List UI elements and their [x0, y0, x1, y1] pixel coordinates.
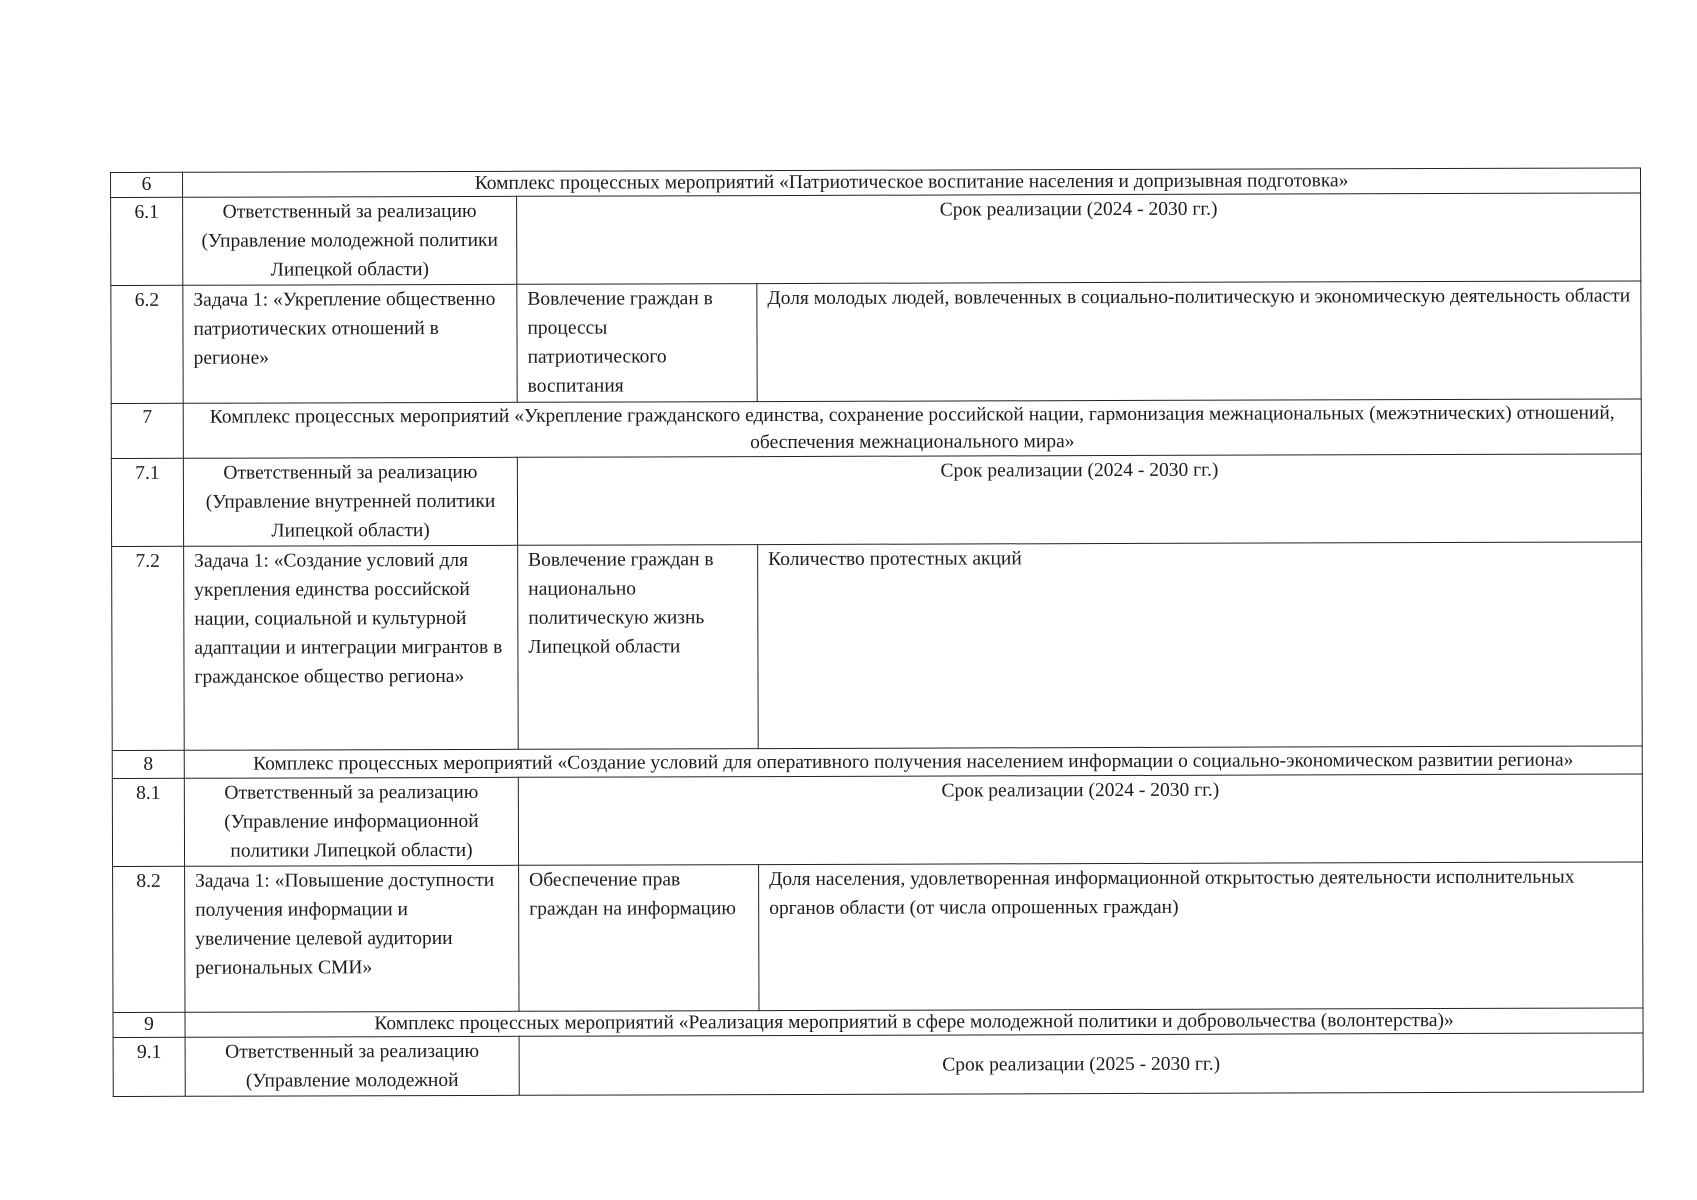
term-cell: Срок реализации (2024 - 2030 гг.): [517, 454, 1641, 545]
effect-cell: Вовлечение граждан в процессы патриотического воспитания: [517, 284, 757, 403]
section-title: Комплекс процессных мероприятий «Патриотическое воспитание населения и допризывная подготовка»: [183, 168, 1641, 197]
task-cell: Задача 1: «Укрепление общественно патриотических отношений в регионе»: [183, 284, 517, 403]
row-number: 8.1: [112, 778, 184, 866]
responsible-cell: Ответственный за реализацию (Управление молодежной: [185, 1036, 519, 1096]
table-row-section-9: [113, 1008, 1643, 1038]
row-number: 7.2: [112, 546, 185, 750]
term-cell: Срок реализации (2025 - 2030 гг.): [519, 1033, 1643, 1095]
table-row-section-8: [112, 746, 1642, 779]
indicator-cell: Доля населения, удовлетворенная информационной открытостью деятельности исполнительных органов области (от числа опрошенных граждан): [759, 862, 1643, 1011]
term-cell: Срок реализации (2024 - 2030 гг.): [518, 774, 1642, 865]
row-number: 8.2: [113, 866, 185, 1012]
row-number: 7: [111, 403, 183, 458]
indicator-cell: Доля молодых людей, вовлеченных в социально-политическую и экономическую деятельность области: [757, 281, 1641, 402]
section-title: Комплекс процессных мероприятий «Реализация мероприятий в сфере молодежной политики и добровольчества (волонтерства)»: [185, 1008, 1643, 1037]
indicator-cell: Количество протестных акций: [758, 542, 1643, 749]
task-cell: Задача 1: «Создание условий для укрепления единства российской нации, социальной и культурной адаптации и интеграции мигрантов в гражданское общество региона»: [184, 545, 519, 750]
table-row-responsible-6-1: [111, 193, 1641, 286]
row-number: 6: [111, 172, 183, 197]
table-row-task-8-2: [113, 862, 1643, 1013]
responsible-cell: Ответственный за реализацию (Управление внутренней политики Липецкой области): [183, 457, 517, 546]
section-title: Комплекс процессных мероприятий «Создание условий для оперативного получения населением информации о социально-экономическом развитии региона»: [184, 746, 1642, 778]
effect-cell: Вовлечение граждан в национально политическую жизнь Липецкой области: [518, 545, 759, 750]
row-number: 6.2: [111, 285, 183, 403]
table-row-section-7: [111, 399, 1641, 459]
table-row-responsible-7-1: [111, 454, 1641, 547]
program-table: [110, 167, 1644, 1097]
row-number: 7.1: [111, 458, 183, 546]
table-row-responsible-9-1: [113, 1033, 1643, 1097]
section-title: Комплекс процессных мероприятий «Укрепление гражданского единства, сохранение российской нации, гармонизация межнациональных (межэтнических) отношений, обеспечения межнационального мира»: [183, 399, 1641, 458]
row-number: 8: [112, 750, 184, 778]
row-number: 9: [113, 1012, 185, 1037]
effect-cell: Обеспечение прав граждан на информацию: [519, 865, 759, 1012]
row-number: 6.1: [111, 197, 183, 285]
responsible-cell: Ответственный за реализацию (Управление молодежной политики Липецкой области): [183, 196, 517, 285]
responsible-cell: Ответственный за реализацию (Управление информационной политики Липецкой области): [184, 777, 518, 866]
row-number: 9.1: [113, 1037, 185, 1096]
table-row-responsible-8-1: [112, 774, 1642, 867]
table-row-task-6-2: [111, 281, 1641, 404]
table-row-task-7-2: [112, 542, 1643, 751]
task-cell: Задача 1: «Повышение доступности получения информации и увеличение целевой аудитории региональных СМИ»: [185, 865, 519, 1012]
term-cell: Срок реализации (2024 - 2030 гг.): [517, 193, 1641, 284]
